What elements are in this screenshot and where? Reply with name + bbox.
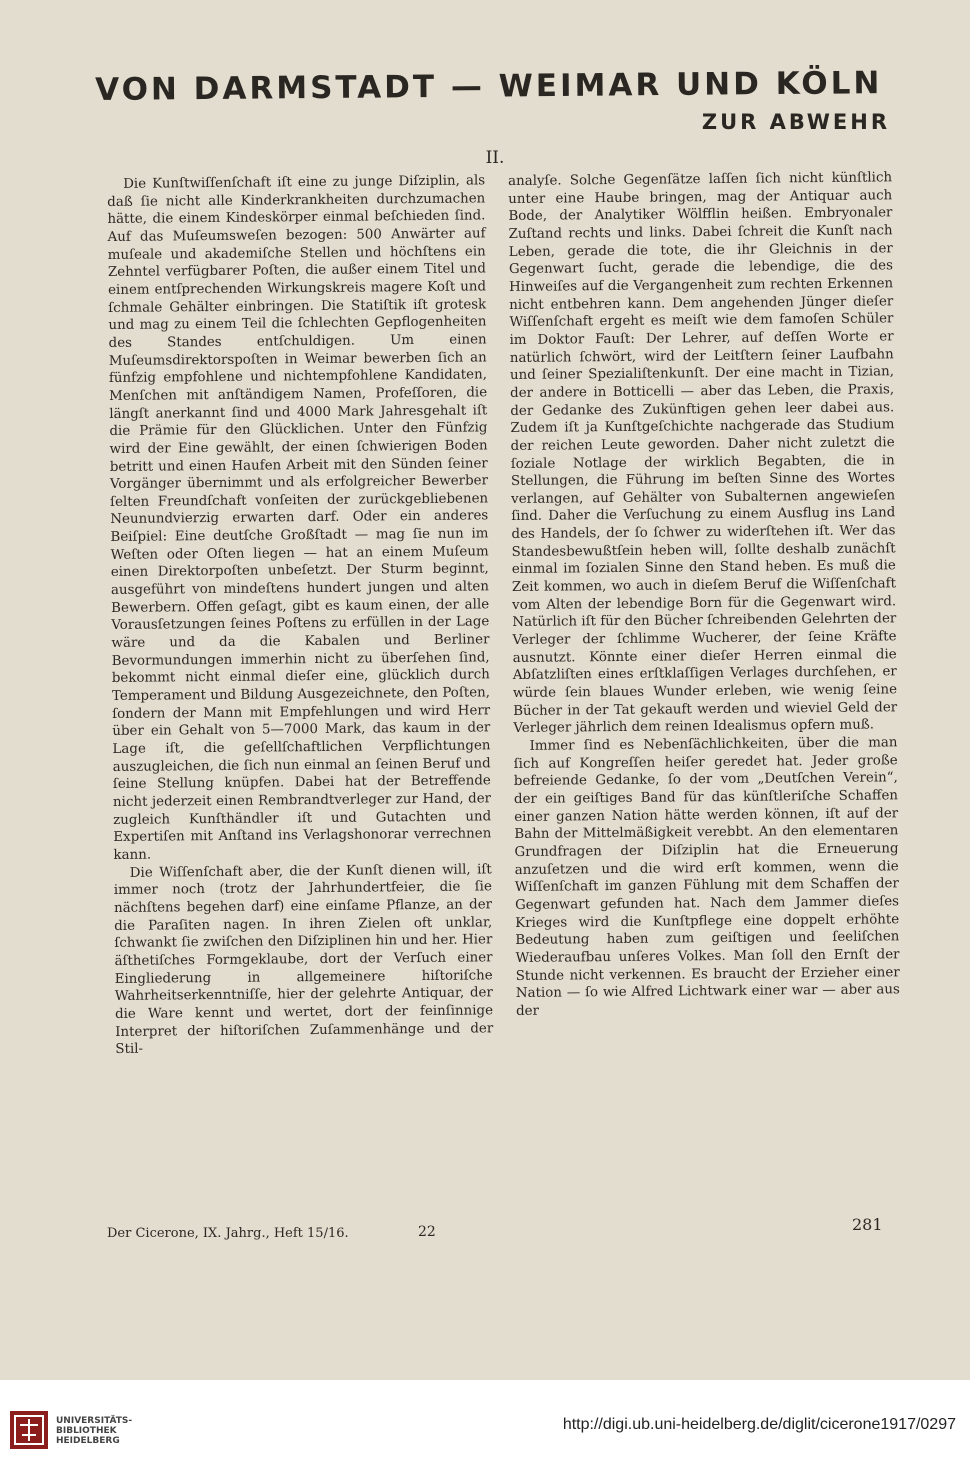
article-title: VON DARMSTADT — WEIMAR UND KÖLN <box>95 65 883 108</box>
section-number: II. <box>485 148 505 168</box>
paragraph: Immer ſind es Nebenſächlichkeiten, über die man ſich auf Kongreſſen heiſer geredet hat. Jeder große befreiende Gedanke, ſo der vom „Deutſchen Verein“, der ein geiſtiges Band für das künſtleriſche Schaffen einer ganzen Nation hätte werden können, iſt auf der Bahn der Mittelmäßigkeit verebbt. An den elementaren Grundfragen der Diſziplin hat die Erneuerung anzuſetzen und die wird erſt kommen, wenn die Wiſſenſchaft im ganzen Fühlung mit dem Schaffen der Gegenwart gefunden hat. Nach dem Jammer dieſes Krieges wird die Kunſtpflege eine doppelt erhöhte Bedeutung haben zum geiſtigen und ſeeliſchen Wiederaufbau unſeres Volkes. Man ſoll den Ernſt der Stunde nicht verkennen. Es braucht der Erzieher einer Nation — ſo wie Alfred Lichtwark einer war — aber aus der <box>513 735 900 1019</box>
library-name: UNIVERSITÄTS- BIBLIOTHEK HEIDELBERG <box>56 1416 133 1446</box>
journal-footer: Der Cicerone, IX. Jahrg., Heft 15/16. <box>107 1226 349 1241</box>
left-column <box>107 172 493 1058</box>
article-subtitle: ZUR ABWEHR <box>701 110 890 134</box>
library-logo-icon <box>10 1411 48 1449</box>
paragraph: Die Kunſtwiſſenſchaft iſt eine zu junge Diſziplin, als daß ſie nicht alle Kinderkrankheiten durchzumachen hätte, die einem Kindeskörper einmal beſchieden ſind. Auf das Muſeumsweſen bezogen: 500 Anwärter auf muſeale und akademiſche Stellen und höchſtens ein Zehntel verfügbarer Poſten, die außer einem Titel und einem entſprechenden Wirkungskreis magere Koſt und ſchmale Gehälter einbringen. Die Statiſtik iſt grotesk und mag zu einem Teil die ſchlechten Gepflogenheiten des Standes entſchuldigen. Um einen Muſeumsdirektorspoſten in Weimar bewerben ſich an fünfzig empfohlene und nichtempfohlene Kandidaten, Menſchen mit anſtändigem Namen, Profeſſoren, die längſt anerkannt ſind und 4000 Mark Jahresgehalt iſt die Prämie für den Glücklichen. Unter den Fünfzig wird der Eine gewählt, der einen ſchwierigen Boden betritt und einen Haufen Arbeit mit den Sünden ſeiner Vorgänger übernimmt und als erfolgreicher Bewerber ſelten Freundſchaft vonſeiten der zurückgebliebenen Neunundvierzig erwarten darf. Oder ein anderes Beiſpiel: Eine deutſche Großſtadt — mag ſie nun im Weſten oder Oſten liegen — hat an einem Muſeum einen Direktorpoſten unbeſetzt. Der Sturm beginnt, ausgeführt von mindeſtens hundert jungen und alten Bewerbern. Offen geſagt, gibt es kaum einen, der alle Vorausſetzungen ſeines Poſtens zu erfüllen in der Lage wäre und da die Kabalen und Berliner Bevormundungen immerhin nicht zu überſehen ſind, bekommt nicht einmal dieſer eine, glücklich durch Temperament und Bildung Ausgezeichnete, den Poſten, ſondern der Mann mit Empfehlungen und wird Herr über ein Gehalt von 5—7000 Mark, das kaum in der Lage iſt, die geſellſchaftlichen Verpflichtungen auszugleichen, die ſich nun einmal an ſeinen Beruf und ſeine Stellung knüpfen. Dabei hat der Betreffende nicht jederzeit einen Rembrandtverleger zur Hand, der zugleich Kunſthändler iſt und Gutachten und Expertiſen mit Anſtand ins Verlagshonorar verrechnen kann. <box>107 173 492 863</box>
paragraph: analyſe. Solche Gegenſätze laſſen ſich nicht künſtlich unter eine Haube bringen, mag der Antiquar auch Bode, der Analytiker Wölfflin heißen. Embryonaler Zuſtand rechts und links. Dabei ſchreit die Kunſt nach Leben, gerade die tote, die ihr Gleichnis in der Gegenwart ſucht, gerade die lebendige, die des Hinweiſes auf die Vergangenheit zum rechten Erkennen nicht entbehren kann. Dem angehenden Jünger dieſer Wiſſenſchaft ergeht es meiſt wie dem famoſen Schüler im Doktor Fauſt: Der Lehrer, auf deſſen Worte er natürlich ſchwört, wird der Leitſtern ſeiner Laufbahn und ſeiner Spezialiſtenkunſt. Der eine macht in Tizian, der andere in Botticelli — aber das Leben, die Praxis, der Gedanke des Zukünftigen gehen leer dabei aus. Zudem iſt ja Kunſtgeſchichte nachgerade das Studium der reichen Leute geworden. Daher nicht zuletzt die ſoziale Notlage der wirklich Begabten, die in Stellungen, die Führung im beſten Sinne des Wortes verlangen, auf Gehälter von Subalternen angewieſen ſind. Daher die Verſuchung zu einem Ausflug ins Land des Handels, der ſo ſchwer zu widerſtehen iſt. Wer das Standesbewußtſein heben will, ſollte deshalb zunächſt einmal im ſozialen Sinne den Stand heben. Es muß die Zeit kommen, wo auch in dieſem Beruf die Wiſſenſchaft vom Alten der lebendige Born für die Gegenwart wird. Natürlich iſt für den Bücher ſchreibenden Gelehrten der Verleger der ſchlimme Wucherer, der ſeine Kräfte ausnutzt. Könnte einer dieſer Herren einmal die Abſatzliſten eines erſtklaſſigen Verlages durchſehen, er würde ſein blaues Wunder erleben, wie wenig ſeine Bücher in der Tat gekauft werden und wieviel Geld der Verleger jährlich dem reinen Idealismus opfern muß. <box>508 170 898 737</box>
right-column <box>508 169 900 1020</box>
signature-mark: 22 <box>418 1224 436 1240</box>
permalink-url[interactable]: http://digi.ub.uni-heidelberg.de/diglit/cicerone1917/0297 <box>562 1416 956 1433</box>
paragraph: Die Wiſſenſchaft aber, die der Kunſt dienen will, iſt immer noch (trotz der Jahrhundertfeier, die ſie nächſtens begehen darf) eine einſame Pflanze, an der die Paraſiten nagen. In ihren Zielen oft unklar, ſchwankt ſie zwiſchen den Diſziplinen hin und her. Hier äſthetiſches Formgeklaube, dort der Verſuch einer Eingliederung in allgemeinere hiſtoriſche Wahrheitserkenntniſſe, hier der gelehrte Antiquar, der die Ware kennt und wertet, dort der feinſinnige Interpret der hiſtoriſchen Zuſammenhänge und der Stil- <box>113 861 494 1058</box>
page-number: 281 <box>852 1215 883 1234</box>
